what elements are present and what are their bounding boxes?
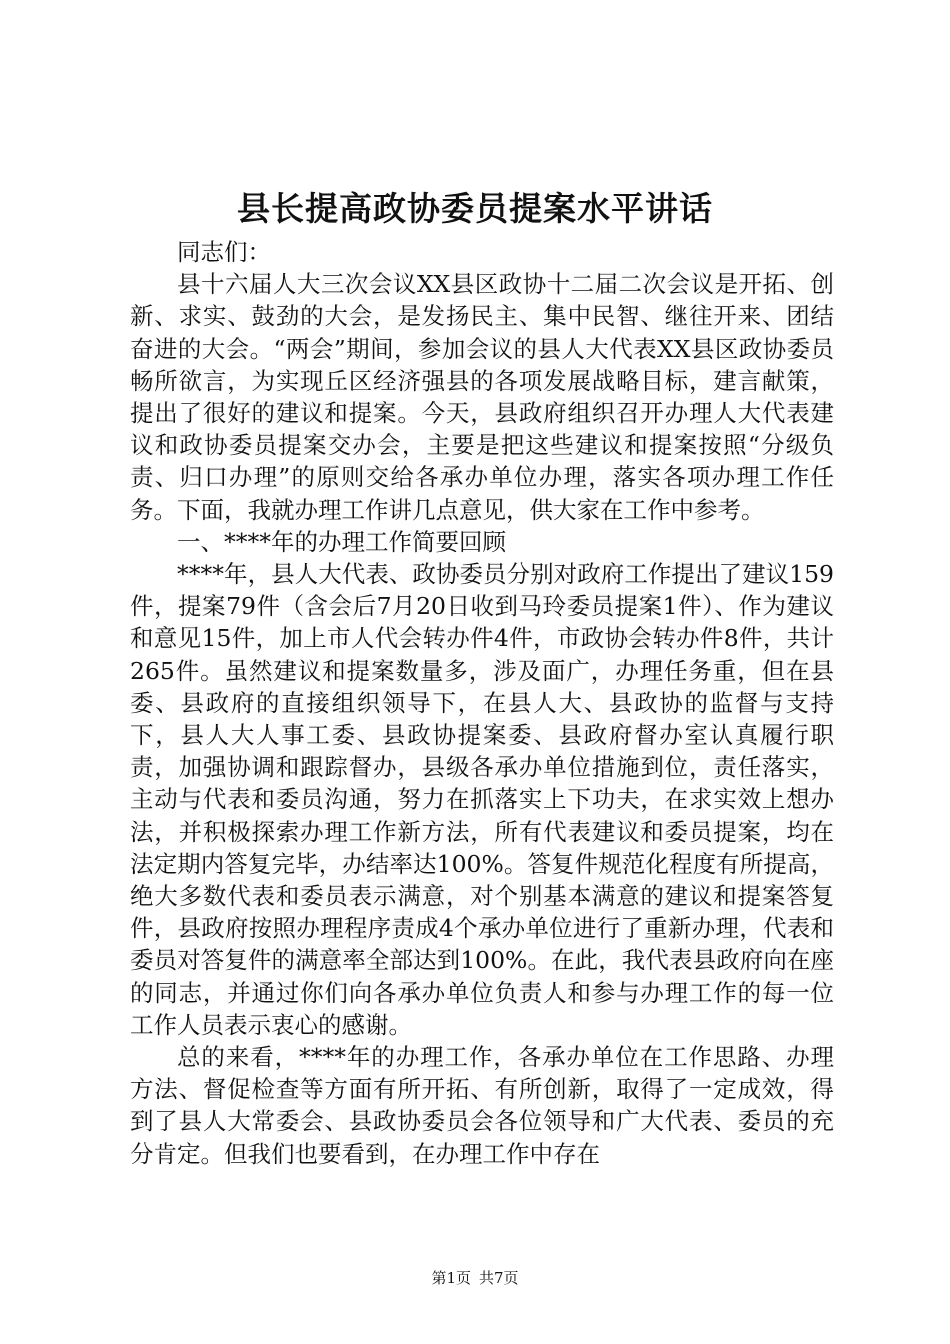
body-paragraph: ****年，县人大代表、政协委员分别对政府工作提出了建议159件，提案79件（含会后7月20日收到马玲委员提案1件）、作为建议和意见15件，加上市人代会转办件4件，市政协会转办件8件，共计265件。虽然建议和提案数量多，涉及面广，办理任务重，但在县委、县政府的直接组织领导下，在县人大、县政协的监督与支持下，县人大人事工委、县政协提案委、县政府督办室认真履行职责，加强协调和跟踪督办，县级各承办单位措施到位，责任落实，主动与代表和委员沟通，努力在抓落实上下功夫，在求实效上想办法，并积极探索办理工作新方法，所有代表建议和委员提案，均在法定期内答复完毕，办结率达100%。答复件规范化程度有所提高，绝大多数代表和委员表示满意，对个别基本满意的建议和提案答复件，县政府按照办理程序责成4个承办单位进行了重新办理，代表和委员对答复件的满意率全部达到100%。在此，我代表县政府向在座的同志，并通过你们向各承办单位负责人和参与办理工作的每一位工作人员表示衷心的感谢。 bbox=[130, 560, 834, 1039]
document-title: 县长提高政协委员提案水平讲话 bbox=[237, 189, 713, 228]
section-heading: 一、****年的办理工作简要回顾 bbox=[177, 527, 506, 556]
page-footer bbox=[0, 1268, 950, 1288]
salutation-paragraph: 同志们： bbox=[177, 238, 271, 266]
document-body bbox=[130, 236, 834, 1170]
page-total: 共7页 bbox=[479, 1269, 519, 1287]
body-paragraph: 县十六届人大三次会议XX县区政协十二届二次会议是开拓、创新、求实、鼓劲的大会，是发扬民主、集中民智、继往开来、团结奋进的大会。“两会”期间，参加会议的县人大代表XX县区政协委员畅所欲言，为实现丘区经济强县的各项发展战略目标，建言献策，提出了很好的建议和提案。今天，县政府组织召开办理人大代表建议和政协委员提案交办会，主要是把这些建议和提案按照“分级负责、归口办理”的原则交给各承办单位办理，落实各项办理工作任务。下面，我就办理工作讲几点意见，供大家在工作中参考。 bbox=[130, 270, 834, 524]
page-number: 第1页 bbox=[431, 1269, 471, 1287]
body-paragraph: 总的来看，****年的办理工作，各承办单位在工作思路、办理方法、督促检查等方面有所开拓、有所创新，取得了一定成效，得到了县人大常委会、县政协委员会各位领导和广大代表、委员的充分肯定。但我们也要看到，在办理工作中存在 bbox=[130, 1043, 834, 1168]
